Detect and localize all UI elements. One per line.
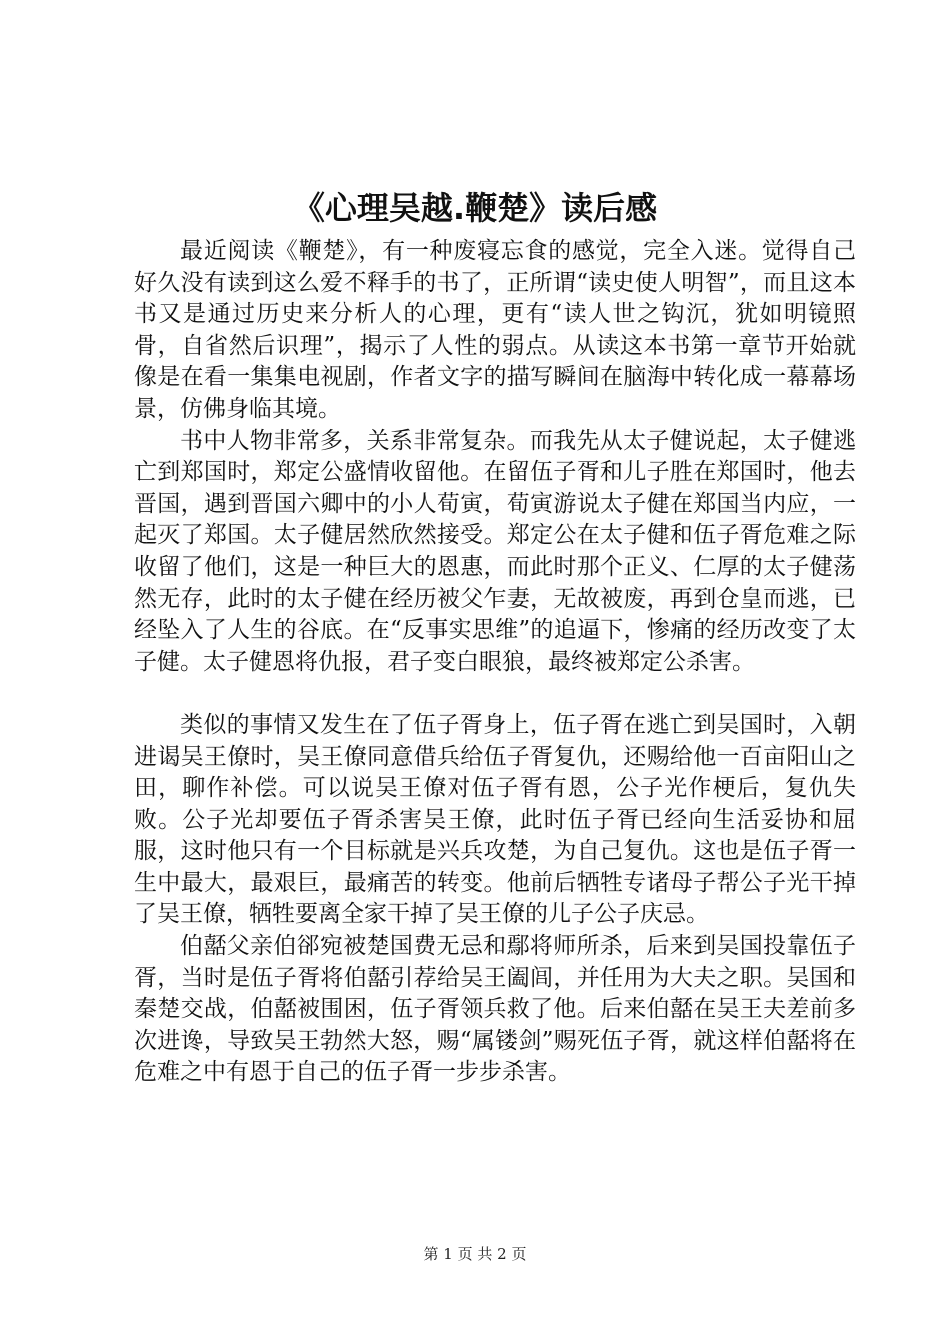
- document-body: [134, 236, 856, 1089]
- document-title: 《心理吴越.鞭楚》读后感: [292, 189, 658, 227]
- paragraph-3: 类似的事情又发生在了伍子胥身上，伍子胥在逃亡到吴国时，入朝进谒吴王僚时，吴王僚同意借兵给伍子胥复仇，还赐给他一百亩阳山之田，聊作补偿。可以说吴王僚对伍子胥有恩，公子光作梗后，复仇失败。公子光却要伍子胥杀害吴王僚，此时伍子胥已经向生活妥协和屈服，这时他只有一个目标就是兴兵攻楚，为自己复仇。这也是伍子胥一生中最大，最艰巨，最痛苦的转变。他前后牺牲专诸母子帮公子光干掉了吴王僚，牺牲要离全家干掉了吴王僚的儿子公子庆忌。: [134, 711, 856, 928]
- page-number-footer: 第 1 页 共 2 页: [423, 1245, 527, 1263]
- paragraph-4: 伯嚭父亲伯郤宛被楚国费无忌和鄢将师所杀，后来到吴国投靠伍子胥，当时是伍子胥将伯嚭引荐给吴王阖闾，并任用为大夫之职。吴国和秦楚交战，伯嚭被围困，伍子胥领兵救了他。后来伯嚭在吴王夫差前多次进谗，导致吴王勃然大怒，赐“属镂剑”赐死伍子胥，就这样伯嚭将在危难之中有恩于自己的伍子胥一步步杀害。: [134, 933, 856, 1086]
- paragraph-2: 书中人物非常多，关系非常复杂。而我先从太子健说起，太子健逃亡到郑国时，郑定公盛情收留他。在留伍子胥和儿子胜在郑国时，他去晋国，遇到晋国六卿中的小人荀寅，荀寅游说太子健在郑国当内应，一起灭了郑国。太子健居然欣然接受。郑定公在太子健和伍子胥危难之际收留了他们，这是一种巨大的恩惠，而此时那个正义、仁厚的太子健荡然无存，此时的太子健在经历被父乍妻，无故被废，再到仓皇而逃，已经坠入了人生的谷底。在“反事实思维”的追逼下，惨痛的经历改变了太子健。太子健恩将仇报，君子变白眼狼，最终被郑定公杀害。: [134, 427, 856, 675]
- paragraph-1: 最近阅读《鞭楚》，有一种废寝忘食的感觉，完全入迷。觉得自己好久没有读到这么爱不释手的书了，正所谓“读史使人明智”，而且这本书又是通过历史来分析人的心理，更有“读人世之钩沉，犹如明镜照骨，自省然后识理”，揭示了人性的弱点。从读这本书第一章节开始就像是在看一集集电视剧，作者文字的描写瞬间在脑海中转化成一幕幕场景，仿佛身临其境。: [134, 238, 856, 422]
